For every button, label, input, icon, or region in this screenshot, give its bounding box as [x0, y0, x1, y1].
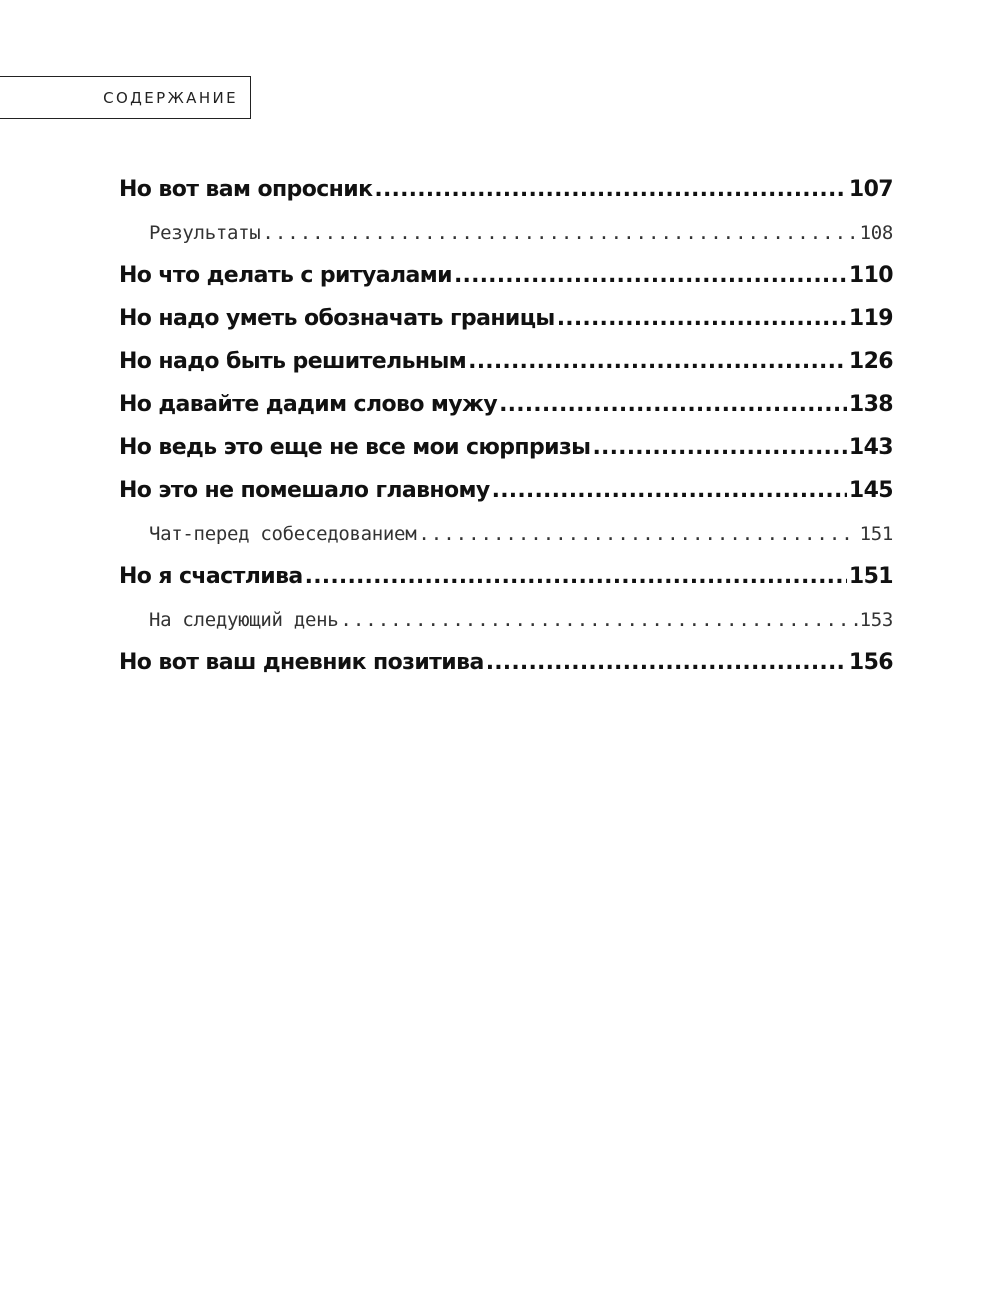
toc-entry-page-number: 153	[859, 609, 893, 631]
toc-entry-page-number: 151	[859, 523, 893, 545]
toc-entry-title: Чат-перед собеседованием	[149, 523, 417, 545]
section-header-label: СОДЕРЖАНИЕ	[103, 88, 238, 107]
toc-entry-title: Но надо быть решительным	[119, 349, 467, 374]
toc-entry-page-number: 138	[848, 392, 893, 417]
toc-entry-page-number: 143	[848, 435, 893, 460]
toc-entry-title: На следующий день	[149, 609, 339, 631]
section-header-box	[0, 76, 251, 119]
toc-dot-leader	[374, 172, 846, 208]
toc-entry-title: Но вот ваш дневник позитива	[119, 650, 484, 675]
toc-entry-title: Но вот вам опросник	[119, 177, 373, 202]
toc-entry-title: Но ведь это еще не все мои сюрпризы	[119, 435, 591, 460]
toc-chapter-entry	[119, 473, 893, 516]
toc-chapter-entry	[119, 172, 893, 215]
toc-entry-page-number: 151	[848, 564, 893, 589]
toc-dot-leader	[492, 473, 847, 509]
toc-chapter-entry	[119, 559, 893, 602]
toc-chapter-entry	[119, 387, 893, 430]
toc-entry-page-number: 107	[848, 177, 893, 202]
toc-chapter-entry	[119, 301, 893, 344]
table-of-contents	[119, 172, 893, 688]
toc-subsection-entry	[119, 215, 893, 258]
toc-entry-title: Но давайте дадим слово мужу	[119, 392, 498, 417]
toc-dot-leader	[454, 258, 847, 294]
toc-entry-page-number: 126	[848, 349, 893, 374]
toc-chapter-entry	[119, 258, 893, 301]
toc-subsection-entry	[119, 516, 893, 559]
toc-entry-title: Но я счастлива	[119, 564, 303, 589]
toc-dot-leader	[468, 344, 847, 380]
toc-dot-leader	[592, 430, 846, 466]
toc-entry-page-number: 119	[848, 306, 893, 331]
toc-dot-leader	[305, 559, 847, 595]
toc-dot-leader	[340, 602, 857, 638]
toc-subsection-entry	[119, 602, 893, 645]
toc-chapter-entry	[119, 344, 893, 387]
toc-entry-title: Результаты	[149, 222, 261, 244]
toc-entry-page-number: 156	[848, 650, 893, 675]
toc-entry-page-number: 110	[848, 263, 893, 288]
toc-entry-title: Но надо уметь обозначать границы	[119, 306, 555, 331]
toc-dot-leader	[262, 215, 857, 251]
toc-entry-page-number: 108	[859, 222, 893, 244]
toc-chapter-entry	[119, 645, 893, 688]
toc-dot-leader	[418, 516, 857, 552]
toc-chapter-entry	[119, 430, 893, 473]
toc-dot-leader	[486, 645, 847, 681]
toc-entry-title: Но что делать с ритуалами	[119, 263, 452, 288]
toc-entry-page-number: 145	[848, 478, 893, 503]
toc-dot-leader	[499, 387, 847, 423]
toc-entry-title: Но это не помешало главному	[119, 478, 490, 503]
toc-dot-leader	[557, 301, 847, 337]
